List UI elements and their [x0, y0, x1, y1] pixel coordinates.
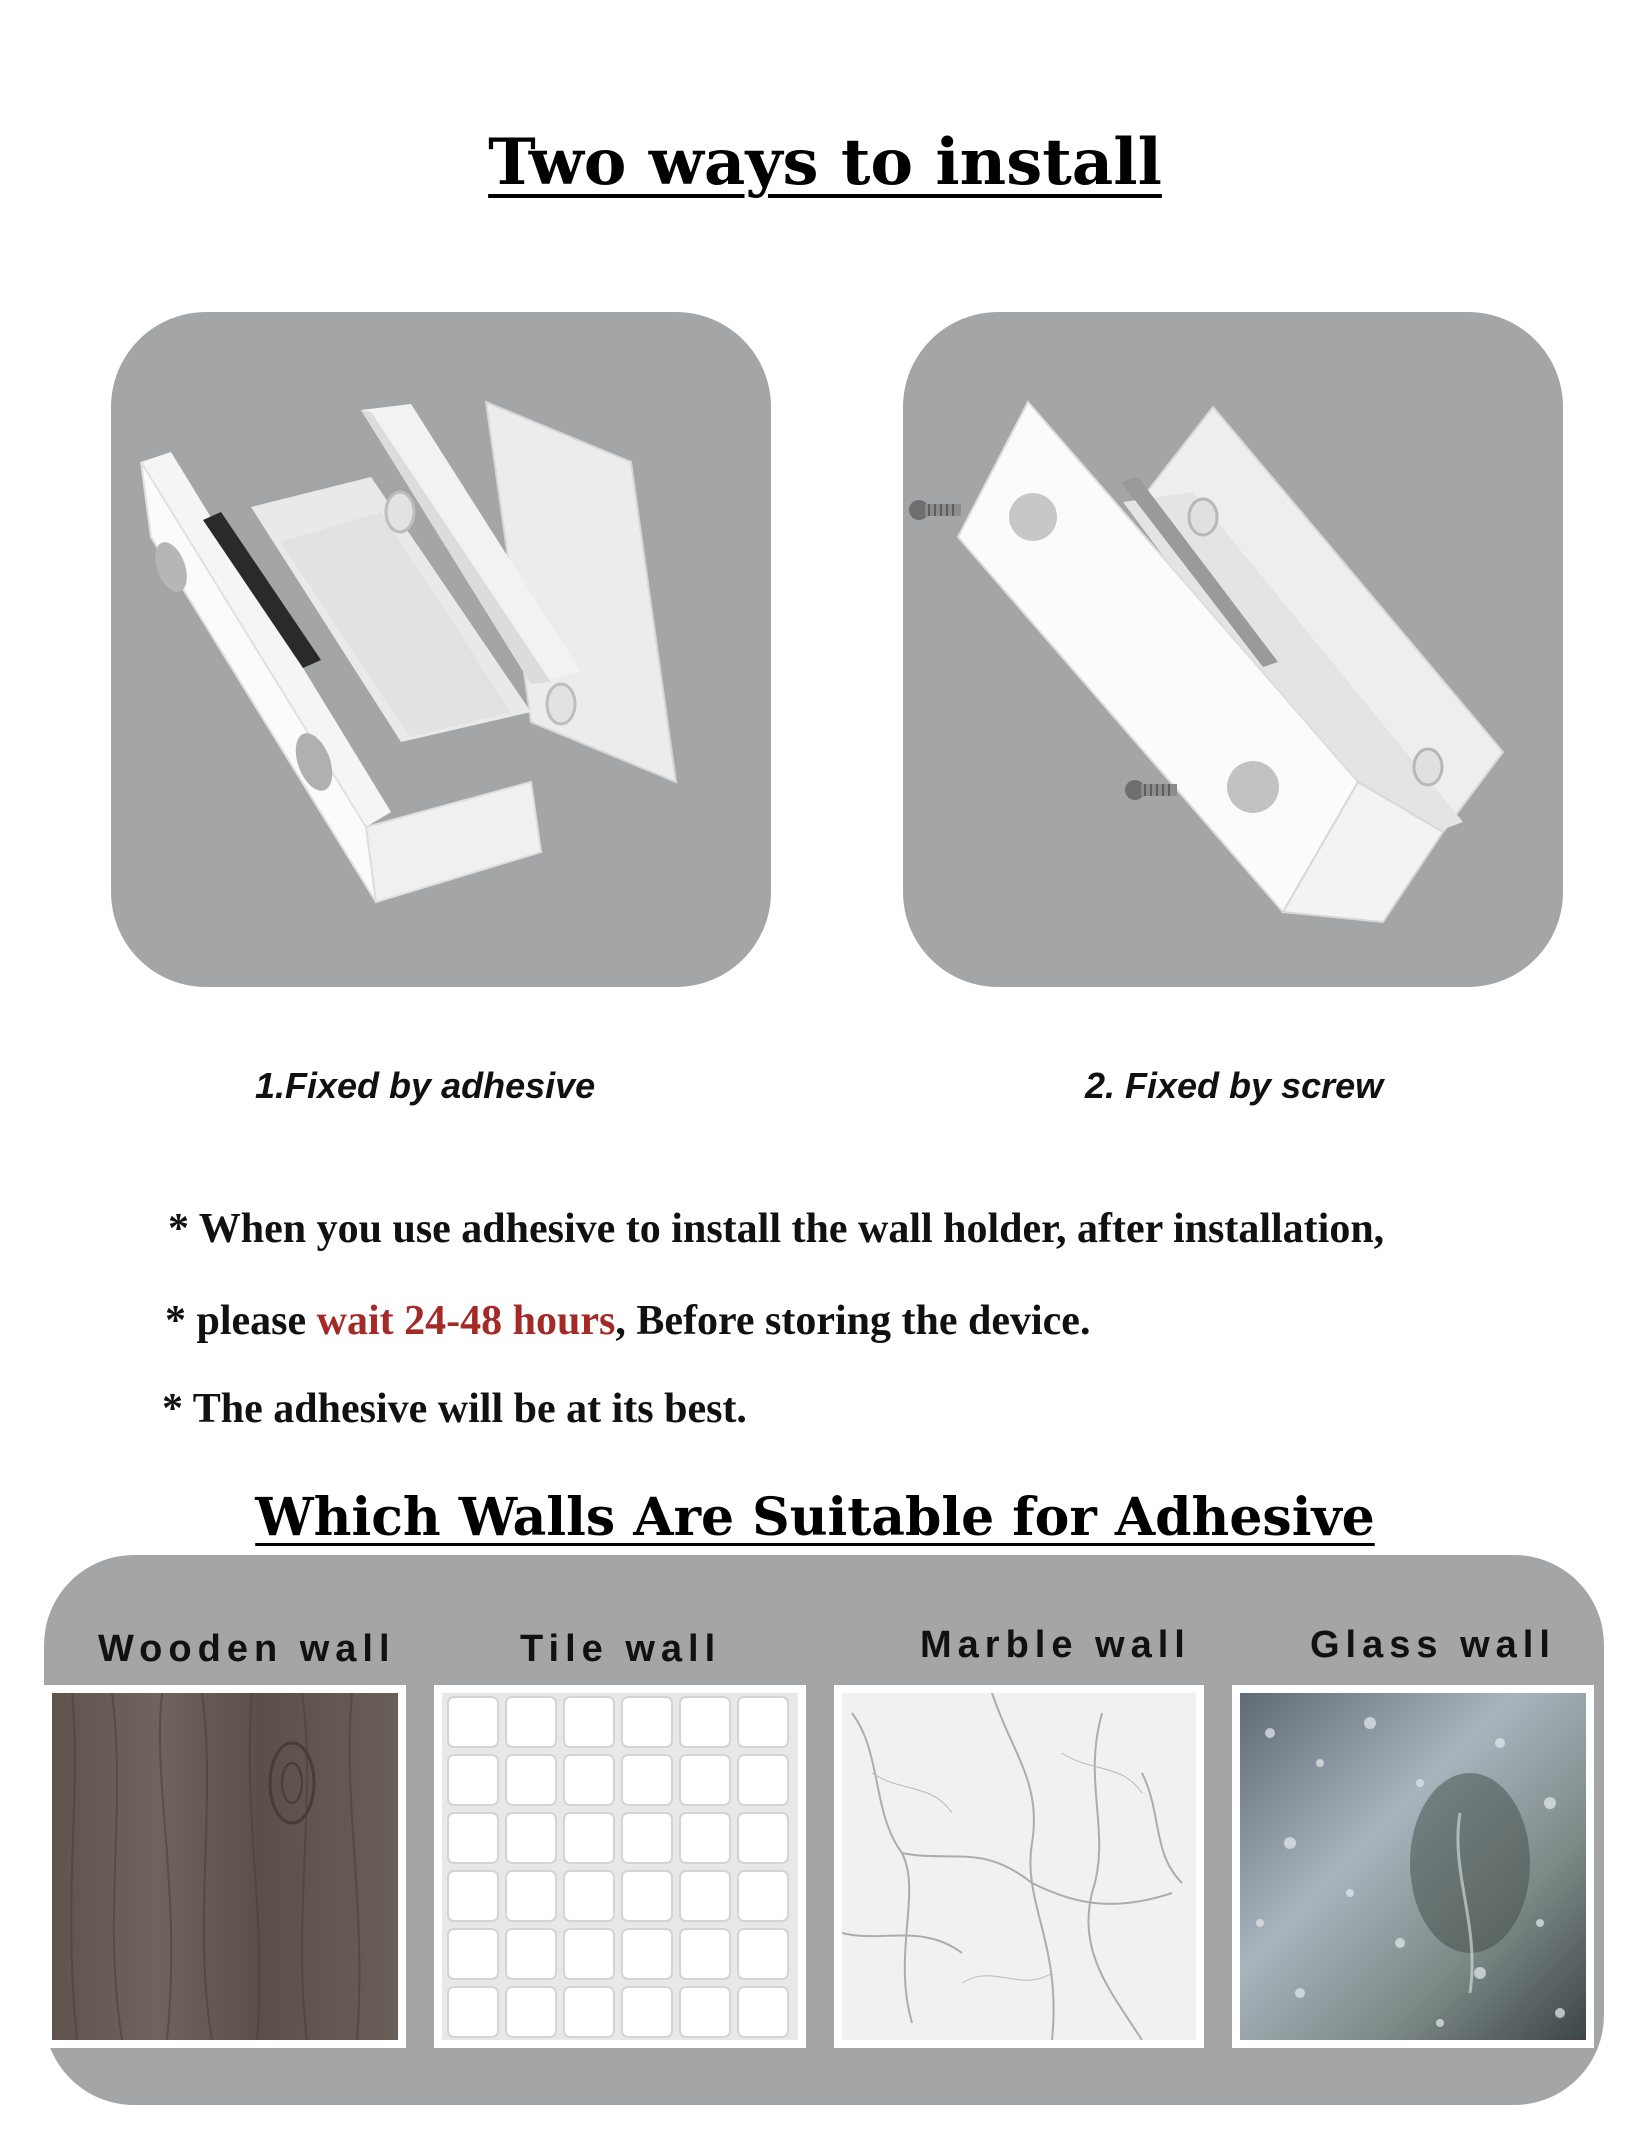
note-line-2-suffix: , Before storing the device.	[615, 1298, 1091, 1344]
screw-install-image	[903, 312, 1563, 987]
glass-wall-swatch	[1232, 1685, 1594, 2048]
note-line-2	[165, 1297, 1090, 1345]
wait-time-highlight: wait 24-48 hours	[316, 1298, 616, 1344]
wall-label-glass: Glass wall	[1310, 1624, 1556, 1666]
note-line-2-prefix: * please	[165, 1298, 317, 1344]
wall-label-wooden: Wooden wall	[98, 1628, 396, 1670]
method-label-adhesive: 1.Fixed by adhesive	[255, 1065, 596, 1106]
note-line-3: * The adhesive will be at its best.	[162, 1386, 747, 1432]
walls-section-title: Which Walls Are Suitable for Adhesive	[255, 1487, 1375, 1548]
wall-label-tile: Tile wall	[520, 1628, 722, 1670]
tile-wall-swatch	[434, 1685, 806, 2048]
note-line-1: * When you use adhesive to install the wall holder, after installation,	[168, 1206, 1385, 1252]
wooden-wall-swatch	[44, 1685, 406, 2048]
page-title: Two ways to install	[488, 125, 1162, 200]
adhesive-install-image	[111, 312, 771, 987]
marble-wall-swatch	[834, 1685, 1204, 2048]
wall-label-marble: Marble wall	[920, 1624, 1191, 1666]
screw-icon	[909, 500, 961, 520]
method-label-screw: 2. Fixed by screw	[1085, 1065, 1384, 1106]
